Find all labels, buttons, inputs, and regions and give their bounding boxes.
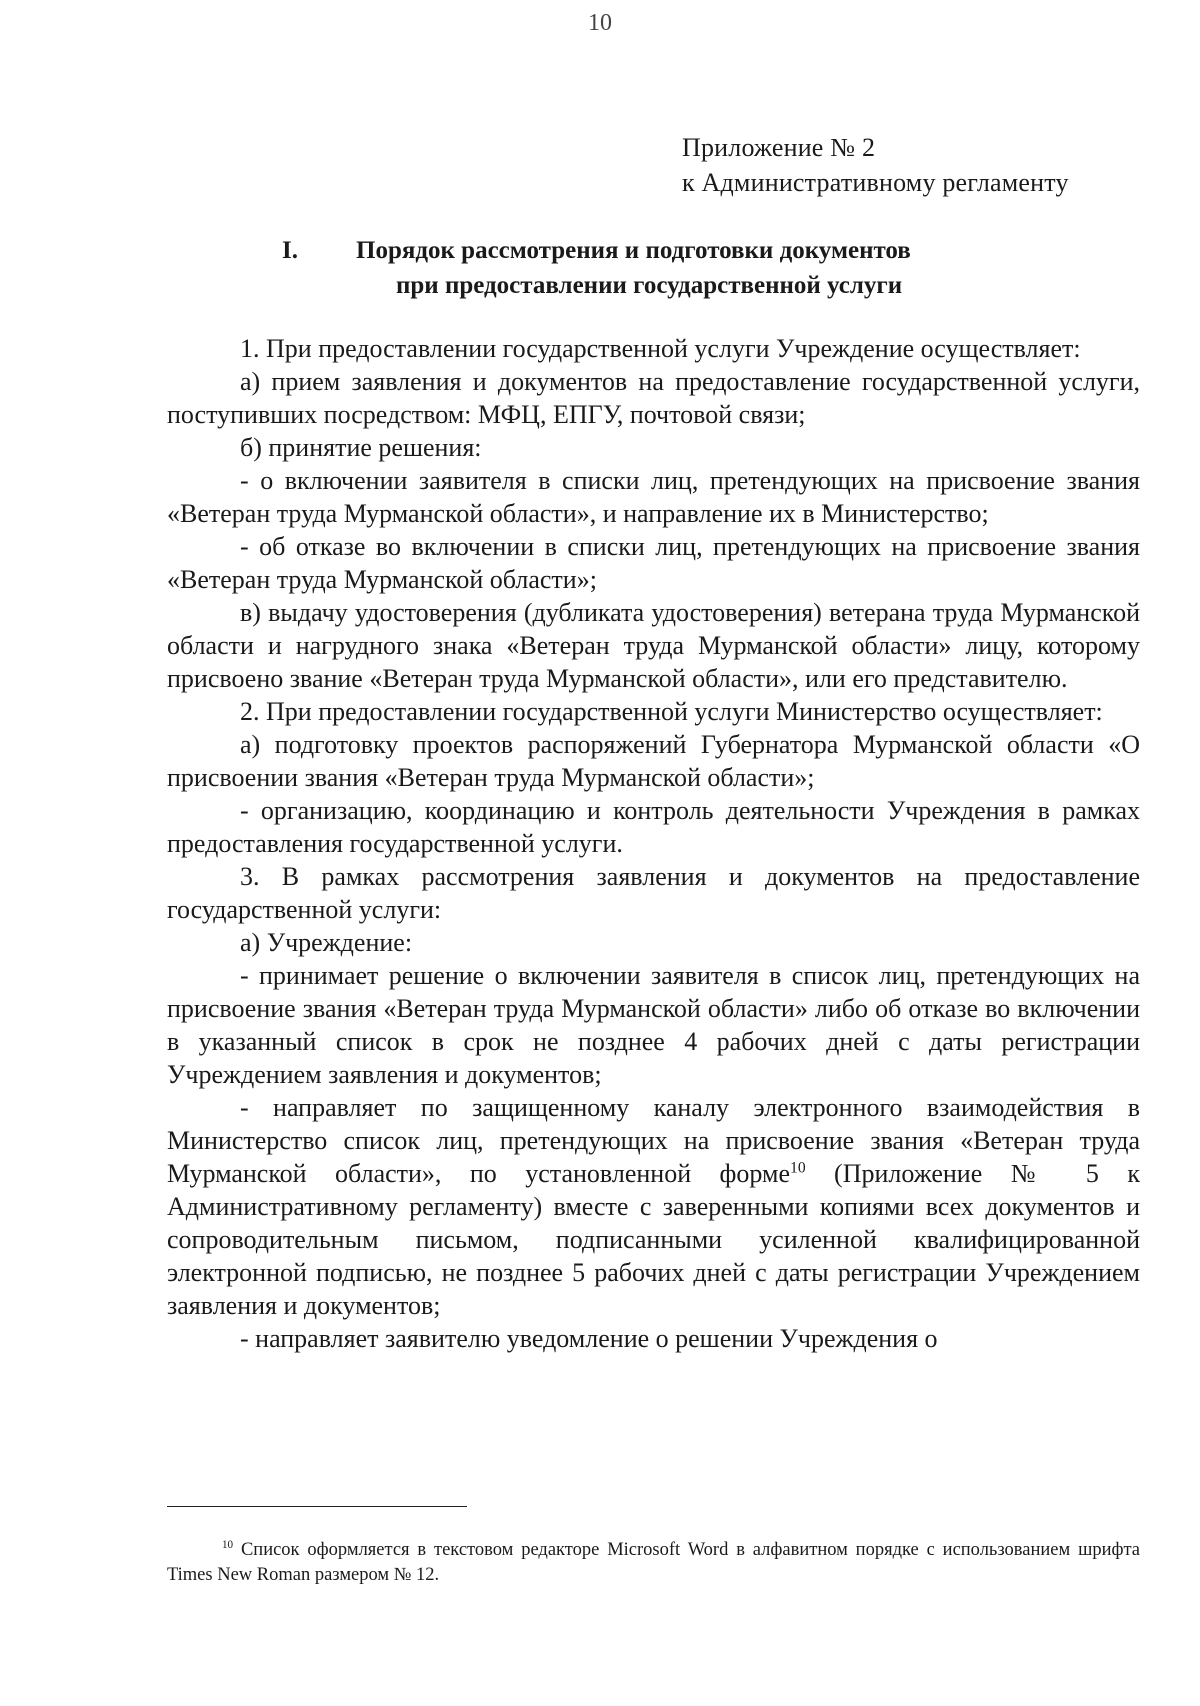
paragraph: - о включении заявителя в списки лиц, претендующих на присвоение звания «Ветеран труда Мурманской области», и направление их в Министерство; xyxy=(167,466,1140,528)
paragraph: 3. В рамках рассмотрения заявления и документов на предоставление государственной услуги: xyxy=(167,862,1140,924)
paragraph: - об отказе во включении в списки лиц, претендующих на присвоение звания «Ветеран труда Мурманской области»; xyxy=(167,532,1140,594)
appendix-header xyxy=(682,130,1069,200)
document-body xyxy=(167,332,1140,1355)
paragraph: а) подготовку проектов распоряжений Губернатора Мурманской области «О присвоении звания «Ветеран труда Мурманской области»; xyxy=(167,730,1140,792)
paragraph: - принимает решение о включении заявителя в список лиц, претендующих на присвоение звания «Ветеран труда Мурманской области» либо об отказе во включении в указанный список в срок не позднее 4 рабочих дней с даты регистрации Учреждением заявления и документов; xyxy=(167,961,1140,1089)
paragraph: б) принятие решения: xyxy=(240,433,482,462)
page-number: 10 xyxy=(588,10,612,36)
paragraph: в) выдачу удостоверения (дубликата удостоверения) ветерана труда Мурманской области и нагрудного знака «Ветеран труда Мурманской области» лицу, которому присвоено звание «Ветеран труда Мурманской области», или его представителю. xyxy=(167,598,1140,693)
paragraph: а) прием заявления и документов на предоставление государственной услуги, поступивших посредством: МФЦ, ЕПГУ, почтовой связи; xyxy=(167,367,1140,429)
paragraph: а) Учреждение: xyxy=(240,928,413,957)
paragraph-text: - направляет по защищенному каналу электронного взаимодействия в Министерство список лиц, претендующих на присвоение звания «Ветеран труда Мурманской области», по установленной форме xyxy=(167,1093,1140,1188)
section-title-line-1: Порядок рассмотрения и подготовки документов xyxy=(356,237,911,264)
paragraph-with-footnote xyxy=(167,1091,1140,1322)
paragraph: 2. При предоставлении государственной услуги Министерство осуществляет: xyxy=(240,697,1103,726)
appendix-number: Приложение № 2 xyxy=(682,133,876,162)
section-title xyxy=(0,233,1200,299)
section-title-line-2: при предоставлении государственной услуги xyxy=(396,272,903,299)
section-number: I. xyxy=(282,237,298,264)
footnote-reference: 10 xyxy=(790,1159,806,1177)
paragraph-text: (Приложение № 5 к Административному регламенту) вместе с заверенными копиями всех документов и сопроводительным письмом, подписанными усиленной квалифицированной электронной подписью, не позднее 5 рабочих дней с даты регистрации Учреждением заявления и документов; xyxy=(167,1159,1140,1320)
paragraph-continued: - направляет заявителю уведомление о решении Учреждения о xyxy=(240,1324,938,1353)
paragraph: 1. При предоставлении государственной услуги Учреждение осуществляет: xyxy=(240,334,1081,363)
footnote-separator xyxy=(167,1506,467,1507)
footnote-mark: 10 xyxy=(222,1538,234,1551)
footnote xyxy=(167,1538,1140,1588)
paragraph: - организацию, координацию и контроль деятельности Учреждения в рамках предоставления государственной услуги. xyxy=(167,796,1140,858)
appendix-reference: к Административному регламенту xyxy=(682,168,1069,197)
footnote-text: Список оформляется в текстовом редакторе Microsoft Word в алфавитном порядке с использованием шрифта Times New Roman размером № 12. xyxy=(167,1540,1140,1585)
